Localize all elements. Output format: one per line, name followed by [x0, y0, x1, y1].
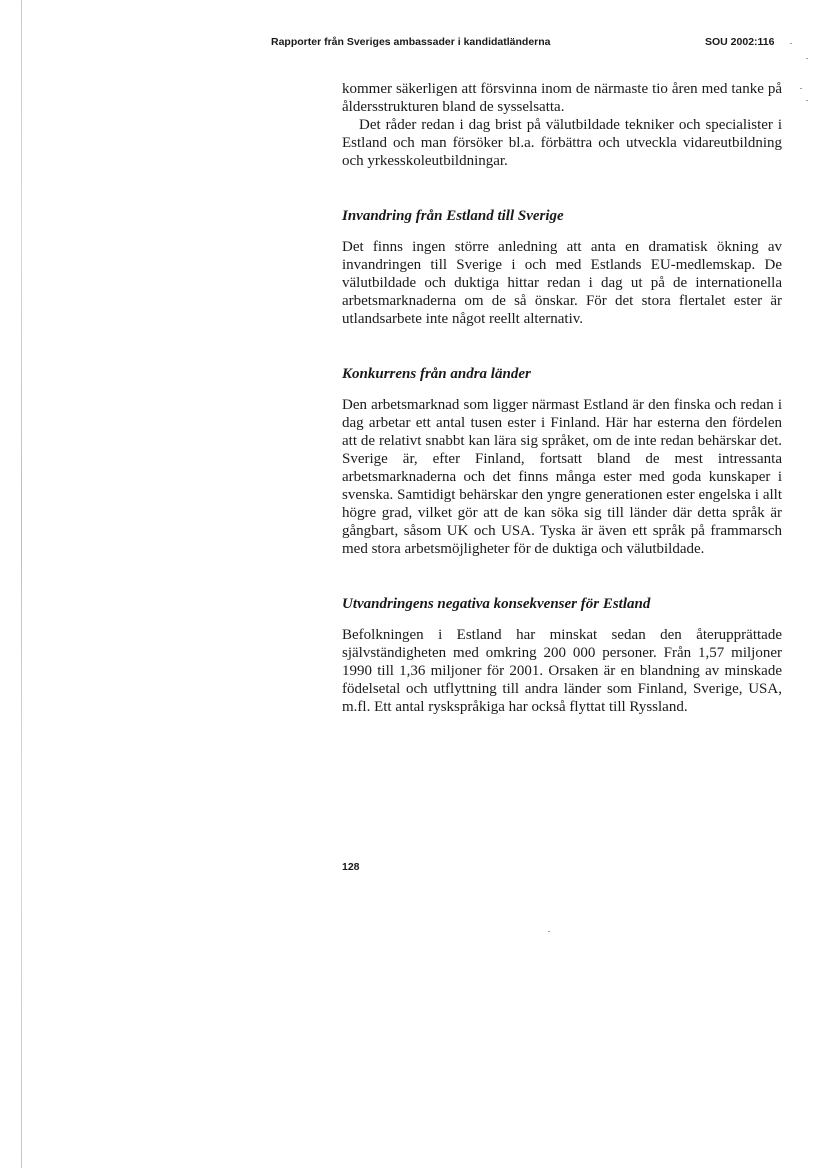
scan-binding-edge [21, 0, 22, 1168]
scan-speck [806, 58, 808, 59]
section-body: Befolkningen i Estland har minskat sedan den återupprättade självständigheten med omkring 200 000 personer. Från 1,57 miljoner 1990 till 1,36 miljoner för 2001. Orsaken är en blandning av minskade födelsetal och utflyttning till andra länder som Finland, Sverige, USA, m.fl. Ett antal ryskspråkiga har också flyttat till Ryssland. [342, 627, 782, 715]
section-competition [342, 365, 782, 558]
section-heading: Invandring från Estland till Sverige [342, 208, 564, 224]
running-header [0, 36, 832, 52]
section-emigration-consequences [342, 595, 782, 716]
scan-speck [800, 88, 802, 89]
scan-speck [790, 43, 792, 44]
scan-speck [806, 100, 808, 101]
text-column [342, 80, 782, 716]
running-header-title: Rapporter från Sveriges ambassader i kandidatländerna [271, 36, 551, 48]
section-body: Den arbetsmarknad som ligger närmast Estland är den finska och redan i dag arbetar ett antal tusen ester i Finland. Här har esterna den fördelen att de relativt snabbt kan lära sig språket, om de inte redan behärskar det. Sverige är, efter Finland, fortsatt bland de mest intressanta arbetsmarknaderna och det finns många ester med goda kunskaper i svenska. Samtidigt behärskar den yngre generationen ester engelska i allt högre grad, vilket gör att de kan söka sig till länder där detta språk är gångbart, såsom UK och USA. Tyska är även ett språk på frammarsch med stora arbetsmöjligheter för de duktiga och välutbildade. [342, 397, 782, 557]
section-immigration [342, 207, 782, 328]
page-number: 128 [342, 861, 360, 873]
document-reference: SOU 2002:116 [705, 36, 775, 48]
section-body: Det finns ingen större anledning att anta en dramatisk ökning av invandringen till Sverige i och med Estlands EU-medlemskap. De välutbildade och duktiga hittar redan i dag ut på de internationella arbetsmarknaderna om de så önskar. För det stora flertalet ester är utlandsarbete inte något reellt alternativ. [342, 239, 782, 327]
intro-paragraph: kommer säkerligen att försvinna inom de närmaste tio åren med tanke på åldersstrukturen bland de sysselsatta. [342, 81, 782, 115]
scan-speck [548, 931, 550, 932]
intro-paragraph: Det råder redan i dag brist på välutbildade tekniker och specialister i Estland och man försöker bl.a. förbättra och utveckla vidareutbildning och yrkesskoleutbildningar. [342, 117, 782, 169]
section-heading: Konkurrens från andra länder [342, 366, 531, 382]
section-heading: Utvandringens negativa konsekvenser för Estland [342, 596, 651, 612]
